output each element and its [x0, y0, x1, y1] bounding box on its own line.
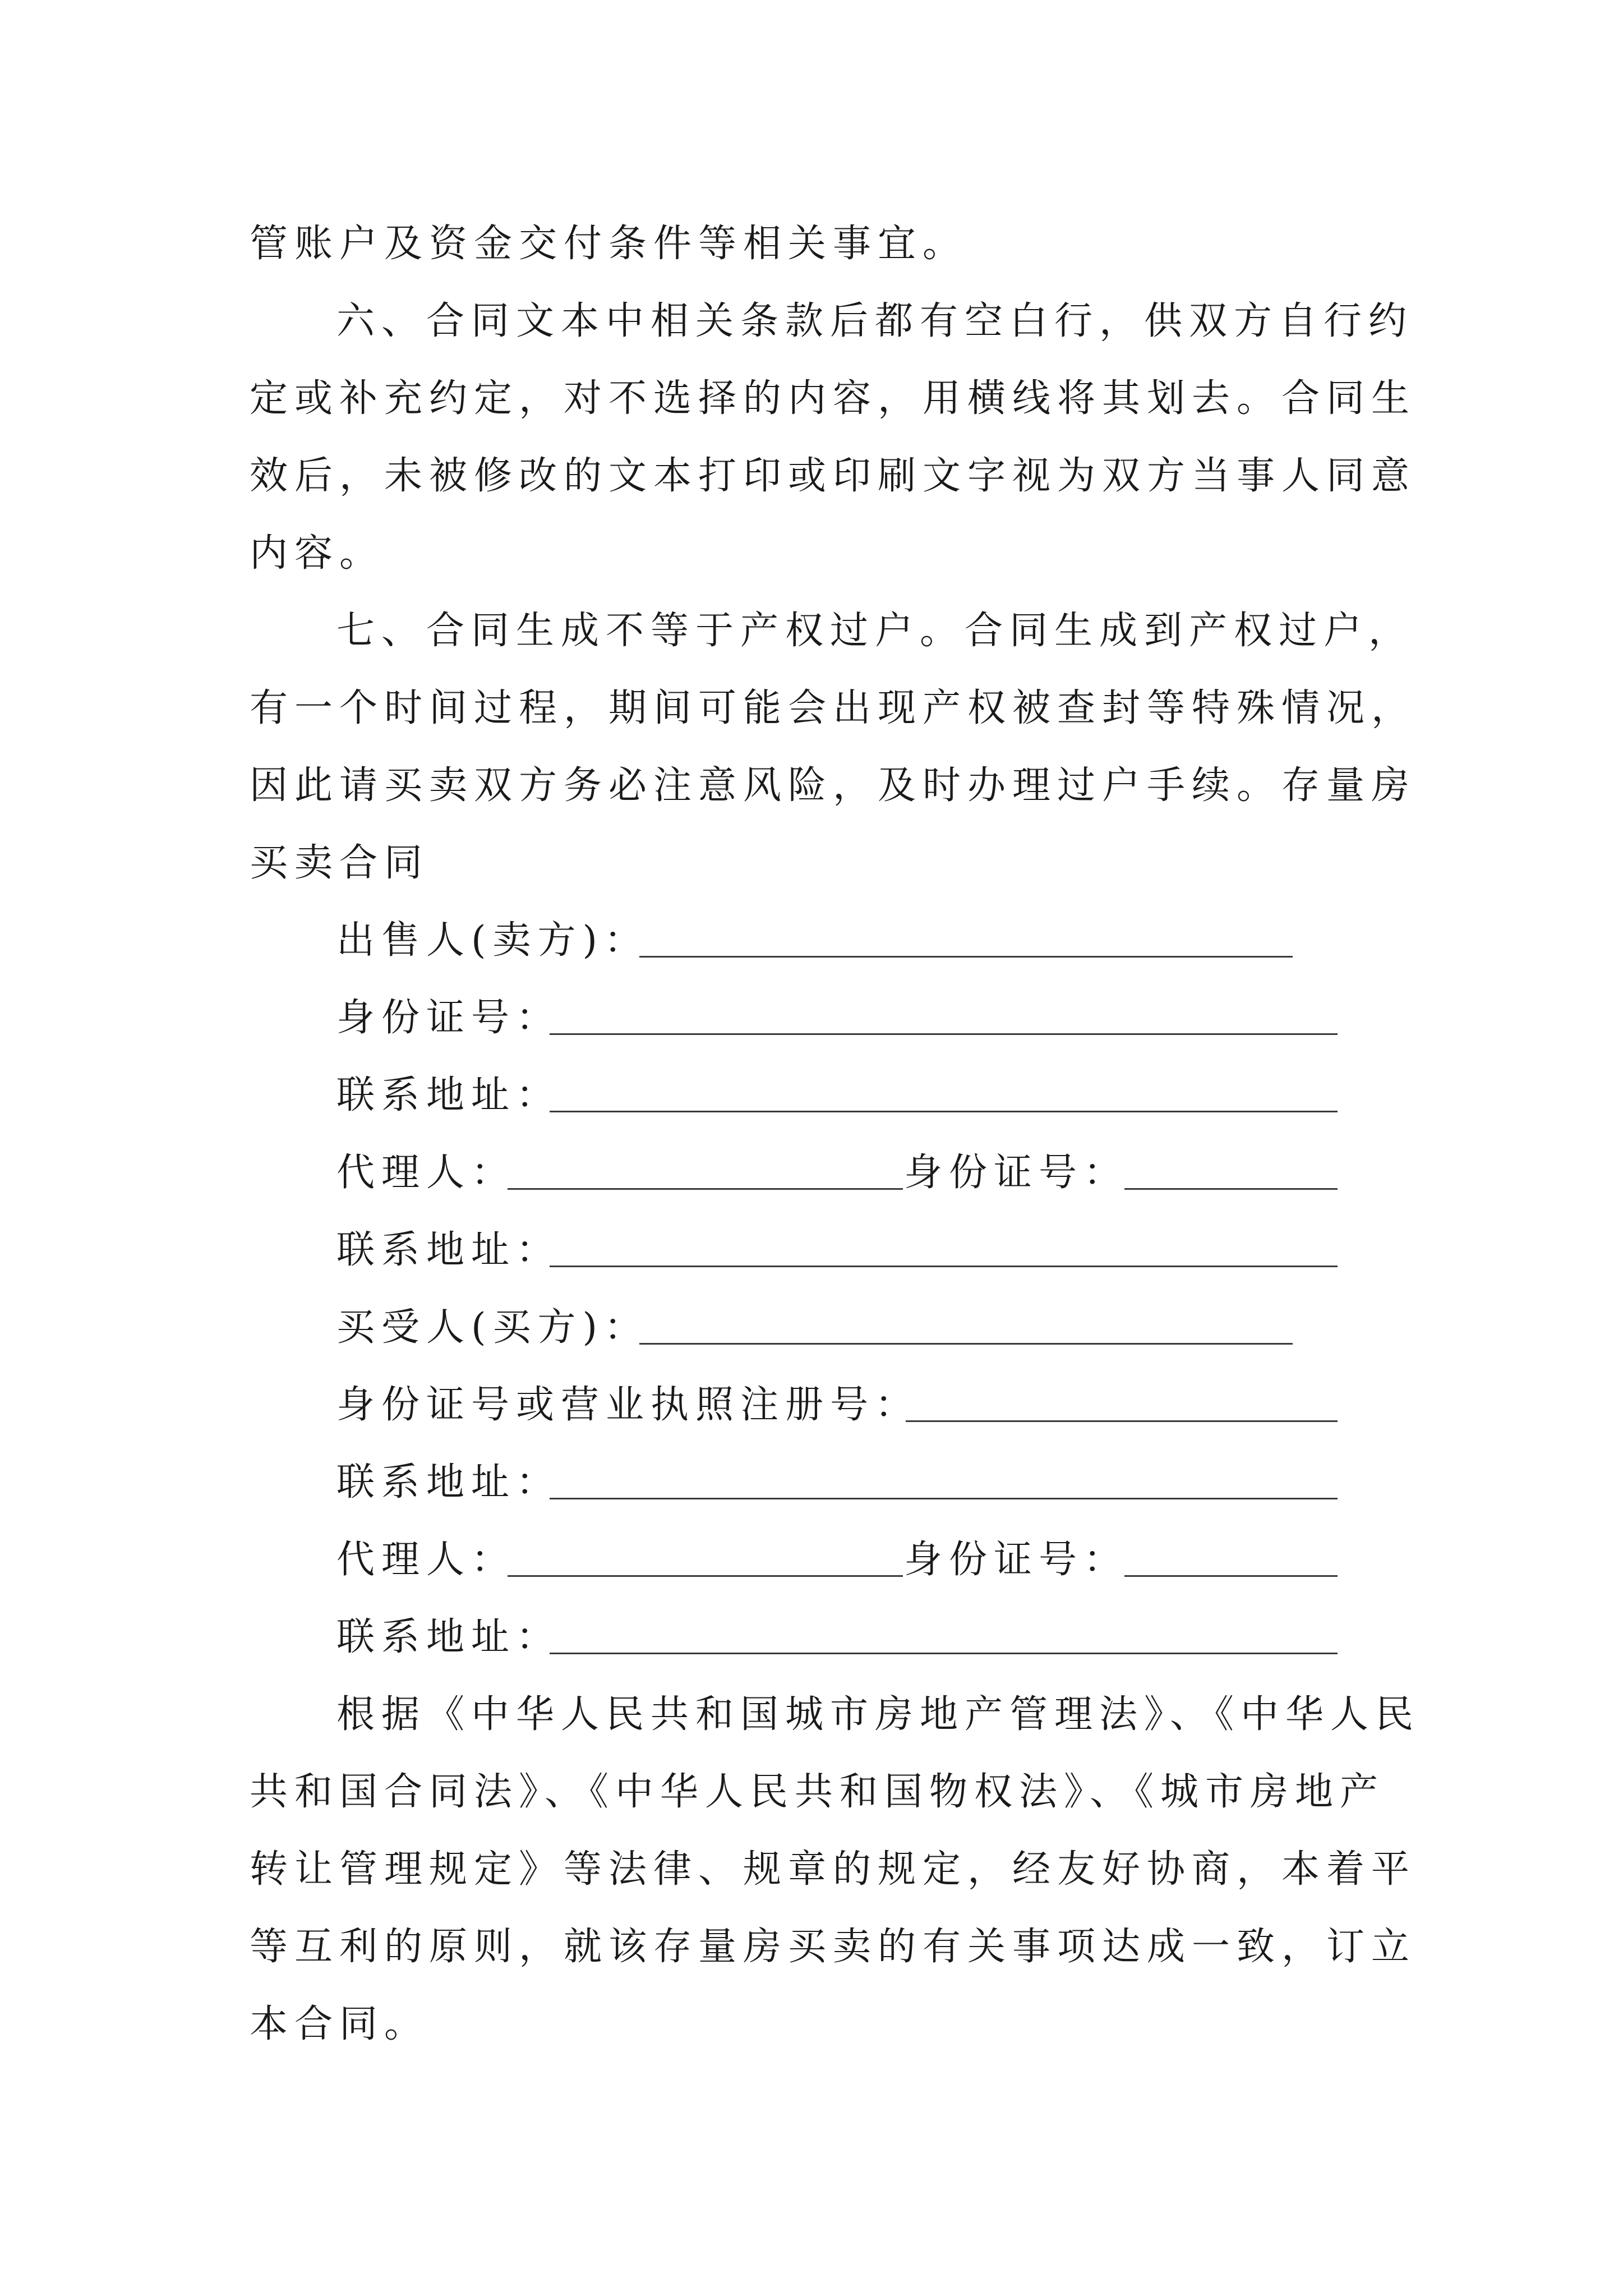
paragraph-text: 有一个时间过程，期间可能会出现产权被查封等特殊情况， — [250, 686, 1417, 730]
buyer-label: 买受人(买方)： — [336, 1305, 649, 1350]
seller-id-blank[interactable] — [550, 1033, 1338, 1035]
paragraph-text: 管账户及资金交付条件等相关事宜。 — [250, 222, 968, 266]
buyer-agent-address-blank[interactable] — [550, 1653, 1338, 1654]
seller-blank[interactable] — [639, 956, 1293, 958]
buyer-id-blank[interactable] — [906, 1420, 1338, 1422]
seller-agent-label: 代理人： — [336, 1151, 517, 1195]
paragraph-text: 定或补充约定，对不选择的内容，用横线将其划去。合同生 — [250, 376, 1417, 421]
seller-agent-id-blank[interactable] — [1124, 1188, 1338, 1190]
buyer-agent-label: 代理人： — [336, 1538, 517, 1582]
buyer-blank[interactable] — [639, 1343, 1293, 1345]
paragraph-text: 效后，未被修改的文本打印或印刷文字视为双方当事人同意 — [250, 454, 1417, 498]
paragraph-text: 内容。 — [250, 531, 385, 576]
buyer-id-label: 身份证号或营业执照注册号： — [336, 1383, 920, 1427]
paragraph-text: 买卖合同 — [250, 841, 430, 885]
paragraph-text: 因此请买卖双方务必注意风险，及时办理过户手续。存量房 — [250, 763, 1417, 808]
buyer-agent-id-label: 身份证号： — [904, 1538, 1129, 1582]
paragraph-text: 转让管理规定》等法律、规章的规定，经友好协商，本着平 — [250, 1847, 1417, 1892]
seller-agent-blank[interactable] — [508, 1188, 903, 1190]
seller-agent-address-blank[interactable] — [550, 1266, 1338, 1267]
paragraph-text: 七、合同生成不等于产权过户。合同生成到产权过户， — [336, 609, 1414, 653]
paragraph-text: 共和国合同法》、《中华人民共和国物权法》、《城市房地产 — [250, 1770, 1385, 1814]
seller-id-label: 身份证号： — [336, 996, 561, 1040]
seller-agent-id-label: 身份证号： — [904, 1151, 1129, 1195]
buyer-agent-id-blank[interactable] — [1124, 1575, 1338, 1577]
seller-address-label: 联系地址： — [336, 1073, 561, 1117]
buyer-agent-address-label: 联系地址： — [336, 1615, 561, 1659]
buyer-address-blank[interactable] — [550, 1498, 1338, 1499]
paragraph-text: 六、合同文本中相关条款后都有空白行，供双方自行约 — [336, 299, 1414, 343]
buyer-agent-blank[interactable] — [508, 1575, 903, 1577]
seller-address-blank[interactable] — [550, 1111, 1338, 1112]
paragraph-text: 本合同。 — [250, 2002, 430, 2046]
buyer-address-label: 联系地址： — [336, 1460, 561, 1504]
paragraph-text: 根据《中华人民共和国城市房地产管理法》、《中华人民 — [336, 1692, 1421, 1737]
seller-agent-address-label: 联系地址： — [336, 1228, 561, 1272]
seller-label: 出售人(卖方)： — [336, 918, 649, 963]
paragraph-text: 等互利的原则，就该存量房买卖的有关事项达成一致，订立 — [250, 1925, 1417, 1969]
